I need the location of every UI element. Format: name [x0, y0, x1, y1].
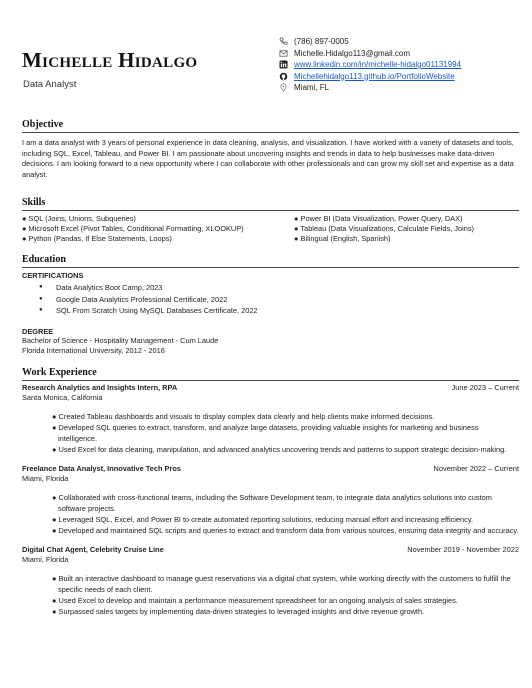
job-entry	[22, 464, 519, 536]
cert-item: ● Data Analytics Boot Camp, 2023	[22, 282, 519, 294]
job-dates: November 2019 - November 2022	[407, 545, 519, 554]
linkedin-icon	[278, 60, 289, 70]
job-dates: November 2022 – Current	[433, 464, 519, 473]
cert-item: ● Google Data Analytics Professional Certificate, 2022	[22, 294, 519, 306]
job-bullet: ● Surpassed sales targets by implementing data-driven strategies to leveraged insights and drive revenue growth.	[52, 607, 425, 616]
contact-block	[278, 36, 461, 94]
linkedin-link[interactable]: www.linkedin.com/in/michelle-hidalgo01131994	[294, 60, 462, 69]
job-header	[22, 383, 519, 393]
skill-item: ● SQL (Joins, Unions, Subqueries)	[22, 214, 136, 223]
job-bullet: ● Used Excel to develop and maintain a performance measurement spreadsheet for an ongoing analysis of sales strategies.	[52, 596, 458, 605]
education-title: Education	[22, 254, 519, 268]
school-text: Florida International University, 2012 - 2016	[22, 346, 165, 355]
skill-item: ● Power BI (Data Visualization, Power Query, DAX)	[294, 214, 463, 223]
phone-icon	[278, 37, 289, 47]
degree-label: DEGREE	[22, 326, 54, 336]
contact-github	[278, 71, 461, 83]
location-text: Miami, FL	[294, 83, 330, 92]
job-bullet: ● Collaborated with cross-functional teams, including the Software Development team, to integrate data analytics solutions into custom software projects.	[52, 493, 492, 513]
work-section	[22, 367, 519, 617]
phone-text: (786) 897-0005	[294, 37, 349, 46]
candidate-name: Michelle Hidalgo	[22, 48, 198, 72]
skill-item: ● Bilingual (English, Spanish)	[294, 234, 391, 243]
github-icon	[278, 71, 289, 81]
email-icon	[278, 48, 289, 58]
work-title: Work Experience	[22, 367, 519, 381]
job-title: Freelance Data Analyst, Innovative Tech Pros	[22, 464, 181, 473]
job-bullet: ● Created Tableau dashboards and visuals to display complex data clearly and help clients make informed decisions.	[52, 412, 435, 421]
job-header	[22, 545, 519, 555]
skills-title: Skills	[22, 197, 519, 211]
job-location: Miami, Florida	[22, 474, 69, 483]
skill-item: ● Microsoft Excel (Pivot Tables, Conditional Formatting, XLOOKUP)	[22, 224, 244, 233]
job-entry	[22, 383, 519, 455]
contact-phone	[278, 36, 461, 48]
email-text: Michelle.Hidalgo113@gmail.com	[294, 48, 411, 58]
candidate-role: Data Analyst	[23, 79, 77, 90]
skill-item: ● Tableau (Data Visualizations, Calculate Fields, Joins)	[294, 224, 475, 233]
contact-location	[278, 82, 461, 94]
job-title: Digital Chat Agent, Celebrity Cruise Line	[22, 545, 164, 554]
job-dates: June 2023 – Current	[451, 383, 519, 392]
job-location: Santa Monica, California	[22, 393, 103, 402]
certifications-label: CERTIFICATIONS	[22, 271, 84, 280]
job-location: Miami, Florida	[22, 555, 69, 564]
cert-item: ● SQL From Scratch Using MySQL Databases Certificate, 2022	[22, 305, 519, 317]
job-title: Research Analytics and Insights Intern, RPA	[22, 383, 178, 392]
skill-item: ● Python (Pandas, If Else Statements, Loops)	[22, 234, 172, 243]
degree-text: Bachelor of Science - Hospitality Management - Cum Laude	[22, 335, 219, 345]
objective-text: I am a data analyst with 3 years of personal experience in data cleaning, analysis, and visualization. I have worked with a variety of datasets and tools, including SQL, Excel, Tableau, and Power BI. I am passionate about uncovering insights and trends in data to help businesses make data-driven decisions. I am looking forward to a new opportunity where I can collaborate with other professionals and can grow my skill set and expertise as a data analyst.	[22, 138, 514, 179]
skills-section	[22, 197, 519, 244]
job-header	[22, 464, 519, 474]
certifications-list	[22, 282, 519, 317]
portfolio-link[interactable]: Michellehidalgo113.github.io/PortfolioWebsite	[294, 71, 455, 81]
skills-list	[22, 214, 519, 244]
job-bullet: ● Used Excel for data cleaning, manipulation, and advanced analytics uncovering trends and patterns to support strategic decision-making.	[52, 445, 507, 454]
objective-title: Objective	[22, 119, 519, 133]
job-bullet: ● Leveraged SQL, Excel, and Power BI to create automated reporting solutions, reducing manual effort and increasing efficiency.	[52, 515, 474, 524]
education-section	[22, 254, 519, 357]
objective-section	[22, 119, 519, 180]
job-bullet: ● Developed and maintained SQL scripts and queries to extract and transform data from various sources, ensuring data integrity and accuracy.	[52, 526, 519, 535]
contact-email	[278, 48, 461, 60]
job-bullet: ● Developed SQL queries to extract, transform, and analyze large datasets, providing valuable insights for marketing and business intelligence.	[52, 423, 479, 443]
contact-linkedin	[278, 59, 461, 71]
job-bullet: ● Built an interactive dashboard to manage guest reservations via a digital chat system, while working directly with the customers to fulfill the specific needs of each client.	[52, 574, 511, 594]
job-entry	[22, 545, 519, 617]
location-icon	[278, 83, 289, 93]
